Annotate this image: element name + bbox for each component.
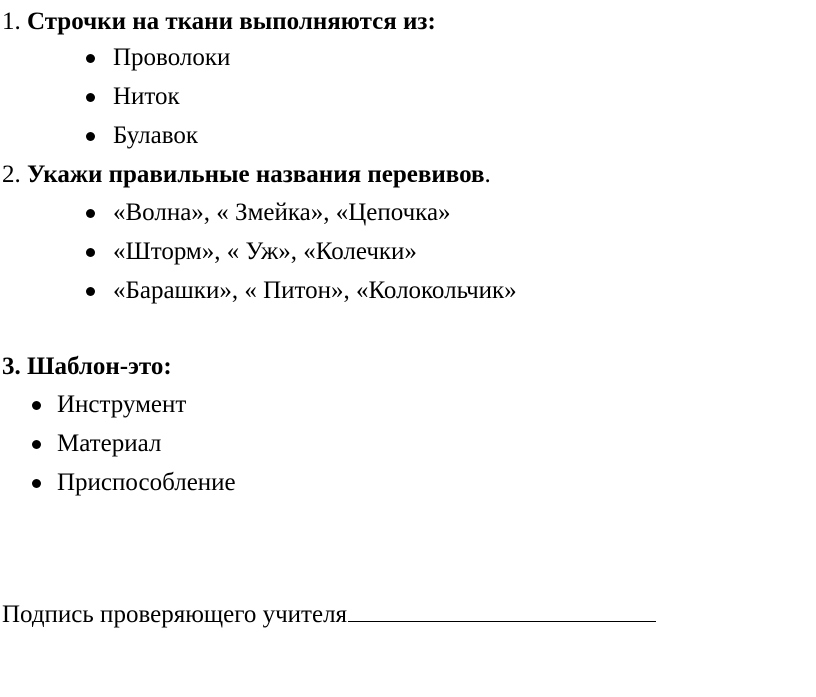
question-3-text: Шаблон-это: [27,353,172,380]
bullet-icon [86,248,95,257]
option-label: «Барашки», « Питон», «Колокольчик» [113,277,517,304]
question-2-text: Укажи правильные названия перевивов [27,161,485,188]
question-3-number: 3. [2,353,21,380]
bullet-icon [32,440,41,449]
option-label: Материал [57,430,162,457]
question-2-option-2 [0,239,600,265]
option-label: «Шторм», « Уж», «Колечки» [113,238,417,265]
question-2-option-3 [0,278,650,304]
question-3-option-2 [0,431,400,457]
question-1 [2,9,436,34]
bullet-icon [86,132,95,141]
bullet-icon [86,93,95,102]
question-3-option-1 [0,392,400,418]
bullet-icon [32,479,41,488]
signature-row [2,599,656,627]
question-2-suffix: . [484,161,491,188]
option-label: Проволоки [113,44,231,71]
question-3 [2,354,172,379]
question-2 [2,162,491,187]
option-label: Инструмент [57,391,187,418]
signature-line[interactable] [348,599,656,622]
option-label: «Волна», « Змейка», «Цепочка» [113,199,451,226]
option-label: Приспособление [57,469,236,496]
question-1-text: Строчки на ткани выполняются из: [27,8,436,35]
question-1-option-3 [0,123,400,149]
bullet-icon [86,209,95,218]
signature-label: Подпись проверяющего учителя [2,601,348,628]
option-label: Ниток [113,83,180,110]
bullet-icon [32,401,41,410]
option-label: Булавок [113,122,198,149]
bullet-icon [86,287,95,296]
question-1-option-1 [0,45,400,71]
question-2-number: 2. [2,161,21,188]
question-1-number: 1. [2,8,21,35]
question-3-option-3 [0,470,400,496]
question-2-option-1 [0,200,600,226]
question-1-option-2 [0,84,400,110]
bullet-icon [86,54,95,63]
